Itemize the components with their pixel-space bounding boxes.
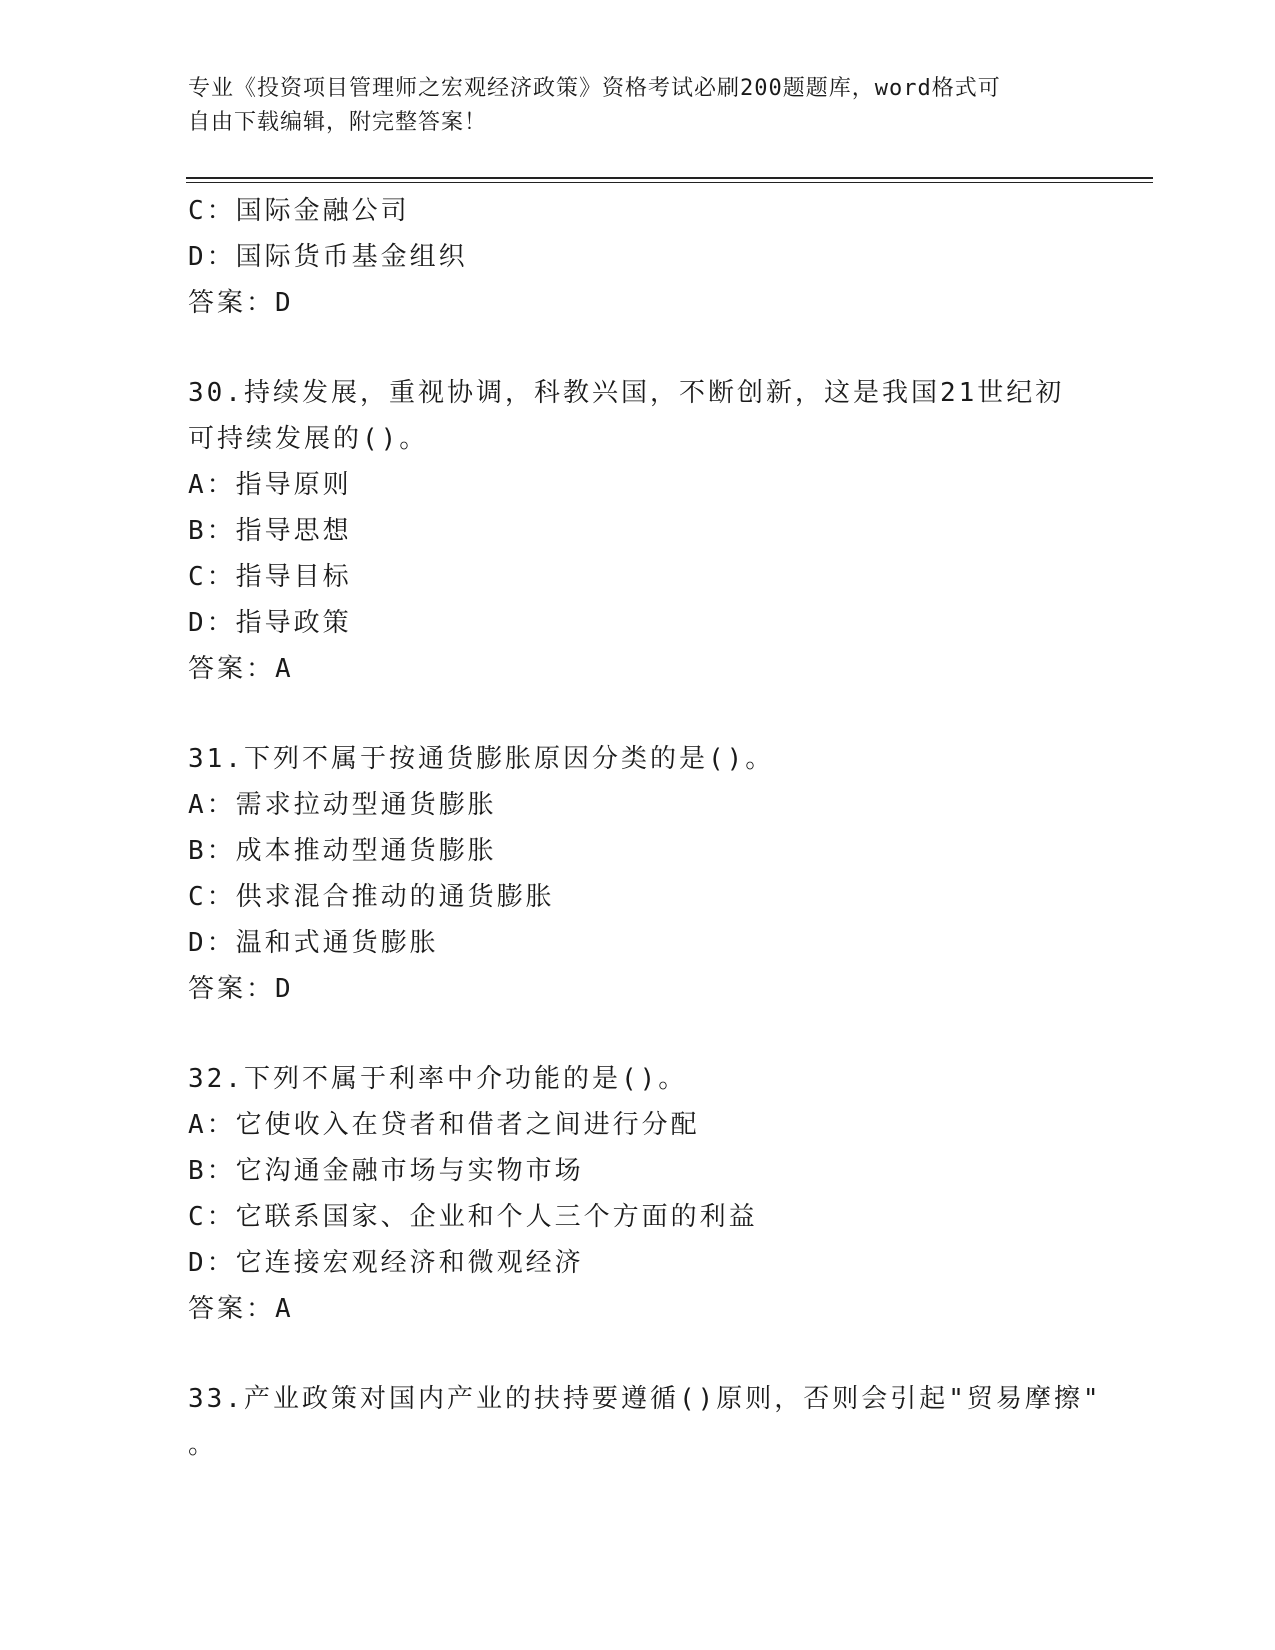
question-stem-cont: 可持续发展的()。	[188, 424, 429, 454]
option-c: C：它联系国家、企业和个人三个方面的利益	[188, 1202, 758, 1232]
answer: 答案：D	[188, 288, 294, 318]
option-d: D：温和式通货膨胀	[188, 928, 439, 958]
header-line-1: 专业《投资项目管理师之宏观经济政策》资格考试必刷200题题库，word格式可	[188, 76, 1001, 101]
option-a: A：需求拉动型通货膨胀	[188, 790, 497, 820]
answer: 答案：A	[188, 1294, 294, 1324]
question-stem: 31.下列不属于按通货膨胀原因分类的是()。	[188, 744, 775, 774]
option-c: C：指导目标	[188, 562, 352, 592]
question-stem: 32.下列不属于利率中介功能的是()。	[188, 1064, 688, 1094]
question-list	[188, 188, 1148, 1468]
option-a: A：指导原则	[188, 470, 352, 500]
answer: 答案：A	[188, 654, 294, 684]
question-31	[188, 736, 1148, 1012]
document-header	[188, 72, 1068, 140]
header-divider-thin	[186, 182, 1153, 183]
option-c: C：国际金融公司	[188, 196, 410, 226]
option-b: B：指导思想	[188, 516, 352, 546]
question-stem-cont: 。	[188, 1430, 218, 1460]
option-a: A：它使收入在贷者和借者之间进行分配	[188, 1110, 700, 1140]
question-33	[188, 1376, 1148, 1468]
option-b: B：它沟通金融市场与实物市场	[188, 1156, 584, 1186]
question-stem: 30.持续发展，重视协调，科教兴国，不断创新，这是我国21世纪初	[188, 378, 1065, 408]
option-d: D：它连接宏观经济和微观经济	[188, 1248, 584, 1278]
question-32	[188, 1056, 1148, 1332]
answer: 答案：D	[188, 974, 294, 1004]
question-stem: 33.产业政策对国内产业的扶持要遵循()原则，否则会引起"贸易摩擦"	[188, 1384, 1102, 1414]
option-b: B：成本推动型通货膨胀	[188, 836, 497, 866]
option-d: D：国际货币基金组织	[188, 242, 468, 272]
option-c: C：供求混合推动的通货膨胀	[188, 882, 555, 912]
header-line-2: 自由下载编辑，附完整答案！	[188, 110, 488, 135]
header-divider-thick	[186, 177, 1153, 179]
option-d: D：指导政策	[188, 608, 352, 638]
question-29-continued	[188, 188, 1148, 326]
question-30	[188, 370, 1148, 692]
